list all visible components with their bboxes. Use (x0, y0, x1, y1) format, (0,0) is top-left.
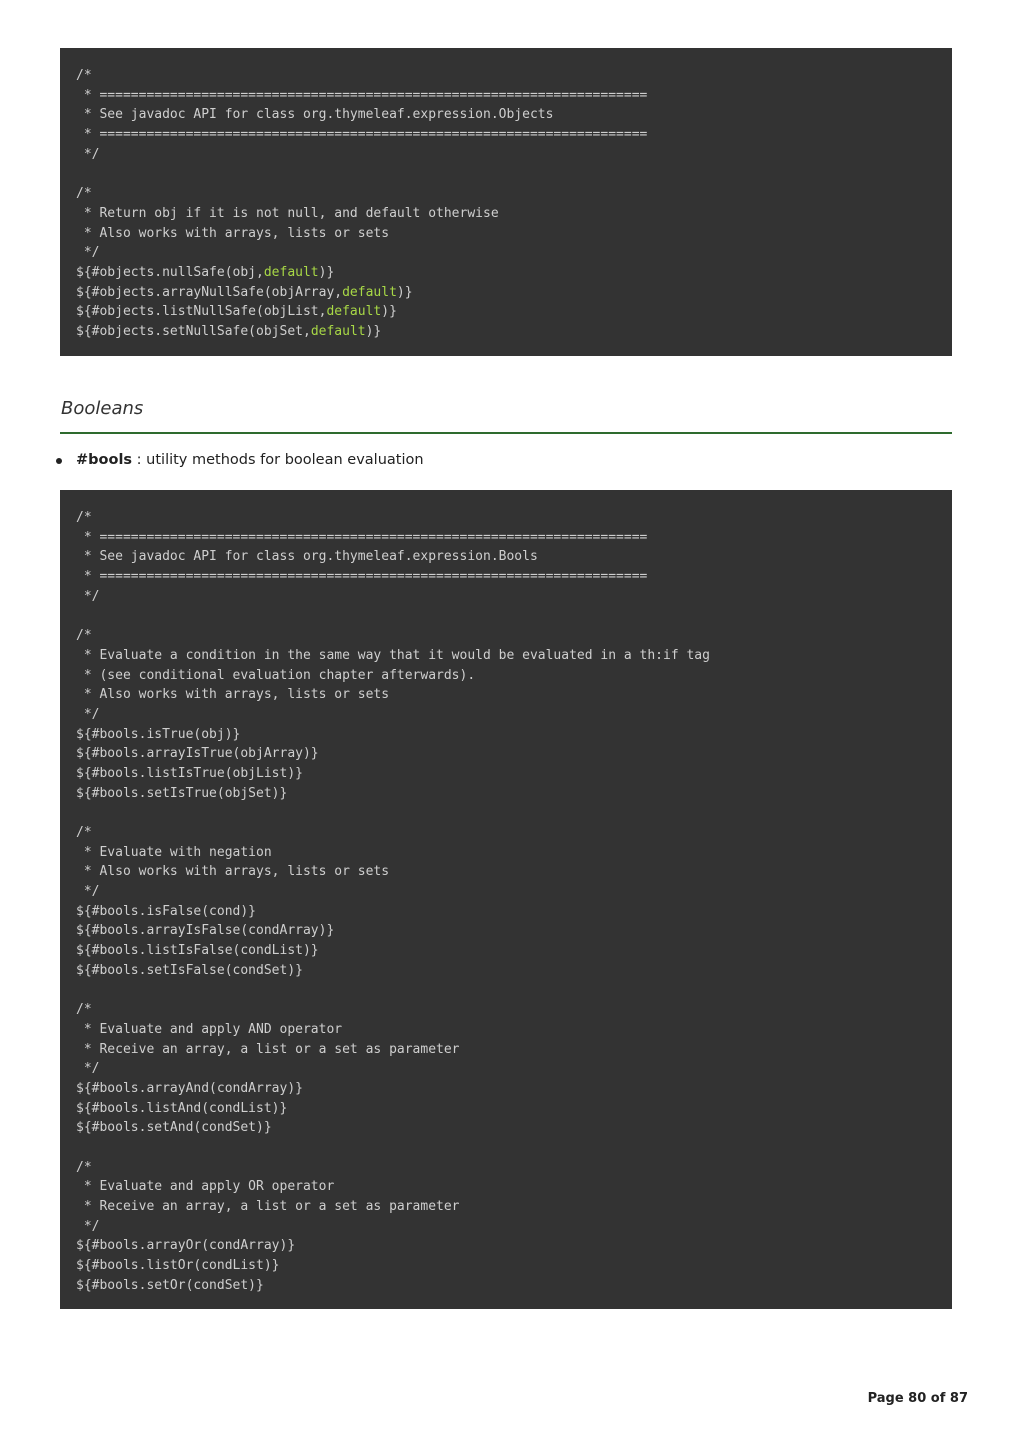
code-line (76, 184, 936, 204)
bullet-term: #bools (76, 452, 133, 468)
bullet-description: : utility methods for boolean evaluation (132, 452, 424, 468)
code-text: ${#bools.setIsFalse(condSet)} (76, 962, 303, 978)
page-number: Page 80 of 87 (867, 1391, 968, 1406)
code-text: * See javadoc API for class org.thymeleaf.expression.Objects (76, 107, 554, 123)
code-text: * Receive an array, a list or a set as parameter (76, 1041, 460, 1057)
code-line (76, 1217, 936, 1237)
code-text: ${#bools.listIsTrue(objList)} (76, 765, 303, 781)
code-text: * Evaluate with negation (76, 844, 272, 860)
code-text: * Evaluate and apply AND operator (76, 1021, 343, 1037)
code-text: * ====================================================================== (76, 127, 648, 143)
code-text: * Also works with arrays, lists or sets (76, 687, 390, 703)
code-line (76, 125, 936, 145)
code-line (76, 646, 936, 666)
code-text: ${#bools.setOr(condSet)} (76, 1277, 264, 1293)
code-keyword: default (342, 284, 397, 300)
code-line (76, 725, 936, 745)
code-line (76, 105, 936, 125)
section-heading: Booleans (61, 398, 144, 419)
code-line (76, 86, 936, 106)
code-block-bools (60, 490, 952, 1309)
code-keyword: default (310, 323, 366, 339)
code-line (76, 606, 936, 626)
bullet-icon (56, 458, 62, 464)
code-text: /* (76, 628, 92, 644)
code-line (76, 705, 936, 725)
code-line (76, 685, 936, 705)
code-text: * Also works with arrays, lists or sets (76, 225, 390, 241)
heading-divider (60, 432, 952, 434)
code-line (76, 528, 936, 548)
code-keyword: default (326, 304, 382, 320)
code-line (76, 224, 936, 244)
code-line (76, 1118, 936, 1138)
code-text: )} (396, 284, 413, 300)
code-text: ${#bools.arrayAnd(condArray)} (76, 1080, 303, 1096)
code-text: /* (76, 510, 92, 525)
code-text: ${#bools.isFalse(cond)} (76, 903, 257, 919)
code-line (76, 547, 936, 567)
code-line (76, 587, 936, 607)
code-text: ${#bools.arrayOr(condArray)} (76, 1238, 296, 1254)
code-text: /* (76, 1159, 92, 1175)
code-text: ${#bools.listOr(condList)} (76, 1258, 280, 1274)
code-line (76, 243, 936, 263)
code-text: * Also works with arrays, lists or sets (76, 864, 390, 880)
code-text: * Evaluate and apply OR operator (76, 1179, 335, 1195)
code-line (76, 204, 936, 224)
list-item (56, 452, 424, 468)
code-line (76, 823, 936, 843)
code-line (76, 283, 936, 303)
code-line (76, 744, 936, 764)
code-text: */ (76, 1061, 100, 1077)
code-text: ${#bools.arrayIsFalse(condArray)} (76, 923, 335, 939)
code-line (76, 902, 936, 922)
code-line (76, 803, 936, 823)
code-line (76, 784, 936, 804)
code-line (76, 862, 936, 882)
code-text: * ====================================================================== (76, 529, 648, 545)
code-text: */ (76, 1218, 100, 1234)
code-line (76, 764, 936, 784)
code-text: /* (76, 68, 92, 83)
code-line (76, 921, 936, 941)
code-line (76, 263, 936, 283)
code-line (76, 322, 936, 342)
code-line (76, 626, 936, 646)
code-line (76, 1276, 936, 1296)
bullet-list (56, 452, 424, 468)
code-line (76, 1236, 936, 1256)
code-line (76, 1059, 936, 1079)
code-line (76, 1099, 936, 1119)
code-text: /* (76, 825, 92, 840)
code-line (76, 66, 936, 86)
code-text: ${#objects.setNullSafe(objSet, (76, 323, 311, 339)
code-line (76, 882, 936, 902)
code-line (76, 1000, 936, 1020)
code-line (76, 302, 936, 322)
code-line (76, 1197, 936, 1217)
code-text: */ (76, 245, 100, 261)
code-line (76, 508, 936, 528)
code-text: )} (318, 264, 335, 280)
code-text: */ (76, 146, 100, 162)
code-line (76, 1158, 936, 1178)
code-text: */ (76, 884, 100, 900)
code-text: /* (76, 1002, 92, 1018)
code-line (76, 1079, 936, 1099)
code-text: * Return obj if it is not null, and default otherwise (76, 205, 499, 221)
code-text: * (see conditional evaluation chapter afterwards). (76, 667, 476, 683)
code-line (76, 941, 936, 961)
code-text: )} (365, 323, 382, 339)
code-line (76, 981, 936, 1001)
code-line (76, 164, 936, 184)
code-text: * Receive an array, a list or a set as parameter (76, 1199, 460, 1215)
code-block-objects (60, 48, 952, 356)
code-text: ${#objects.arrayNullSafe(objArray, (76, 284, 343, 300)
code-text: ${#bools.listAnd(condList)} (76, 1100, 288, 1116)
code-text: */ (76, 706, 100, 722)
code-text: ${#bools.setIsTrue(objSet)} (76, 785, 288, 801)
code-line (76, 1020, 936, 1040)
code-line (76, 1040, 936, 1060)
code-line (76, 1256, 936, 1276)
code-text: ${#bools.setAnd(condSet)} (76, 1120, 272, 1136)
code-text: ${#bools.listIsFalse(condList)} (76, 943, 319, 959)
code-text: ${#bools.arrayIsTrue(objArray)} (76, 746, 319, 762)
code-text: ${#objects.listNullSafe(objList, (76, 304, 327, 320)
code-text: * ====================================================================== (76, 569, 648, 585)
code-text: */ (76, 588, 100, 604)
code-keyword: default (263, 264, 319, 280)
code-line (76, 843, 936, 863)
code-text: )} (381, 304, 397, 320)
code-line (76, 567, 936, 587)
code-line (76, 145, 936, 165)
code-text: ${#objects.nullSafe(obj, (76, 264, 264, 280)
code-text: * ====================================================================== (76, 87, 648, 103)
code-text: /* (76, 186, 92, 202)
code-line (76, 1177, 936, 1197)
code-text: * See javadoc API for class org.thymeleaf.expression.Bools (76, 549, 538, 565)
code-line (76, 961, 936, 981)
code-line (76, 666, 936, 686)
code-line (76, 1138, 936, 1158)
code-text: ${#bools.isTrue(obj)} (76, 726, 241, 742)
code-text: * Evaluate a condition in the same way that it would be evaluated in a th:if tag (76, 647, 710, 663)
